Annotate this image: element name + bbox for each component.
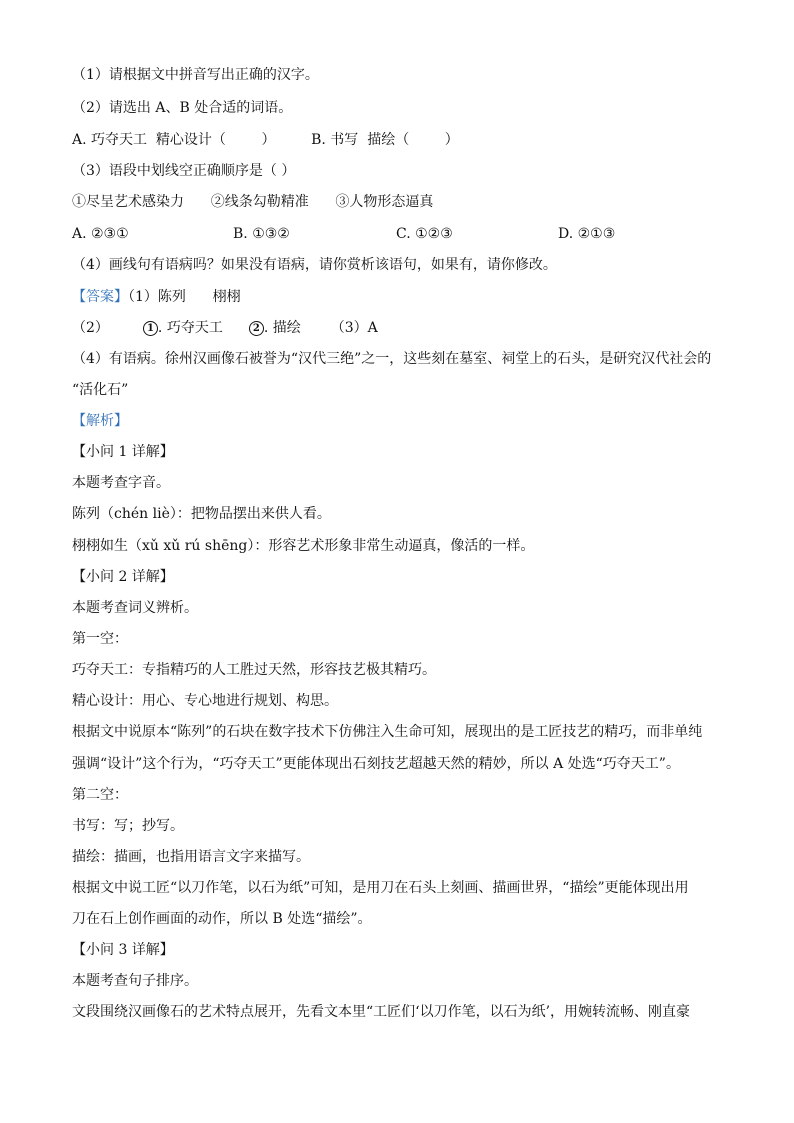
answer-4-line-1: （4）有语病。徐州汉画像石被誉为“汉代三绝”之一，这些刻在墓室、祠堂上的石头，是研究汉代社会的 bbox=[72, 351, 712, 367]
answer-line-2 bbox=[72, 319, 734, 337]
analysis-line: 文段围绕汉画像石的艺术特点展开，先看文本里“工匠们‘以刀作笔，以石为纸’，用婉转流畅、刚直豪 bbox=[72, 1004, 691, 1020]
analysis-line: 【小问 1 详解】 bbox=[72, 444, 174, 460]
analysis-line: 第二空： bbox=[72, 787, 128, 803]
circled-number-2: 2 bbox=[249, 321, 264, 336]
question-3-items: ①尽呈艺术感染力 ②线条勾勒精准 ③人物形态逼真 bbox=[72, 194, 434, 210]
analysis-line: 陈列（chén liè）：把物品摆出来供人看。 bbox=[72, 506, 331, 522]
choice-c: C. ①②③ bbox=[396, 226, 453, 242]
analysis-line: 根据文中说工匠“以刀作笔，以石为纸”可知，是用刀在石头上刻画、描画世界，“描绘”更能体现出用 bbox=[72, 880, 689, 896]
question-4: （4）画线句有语病吗？如果没有语病，请你赏析该语句，如果有，请你修改。 bbox=[72, 257, 557, 273]
analysis-line: 【小问 2 详解】 bbox=[72, 569, 174, 585]
analysis-line: 刀在石上创作画面的动作，所以 B 处选“描绘”。 bbox=[72, 911, 372, 927]
choice-b: B. ①③② bbox=[233, 226, 290, 242]
analysis-line: 精心设计：用心、专心地进行规划、构思。 bbox=[72, 693, 338, 709]
answer-2-item-1: . 巧夺天工 bbox=[157, 320, 223, 336]
circled-number-1: 1 bbox=[143, 321, 158, 336]
answer-1: （1）陈列 栩栩 bbox=[128, 289, 241, 305]
analysis-line: 根据文中说原本“陈列”的石块在数字技术下仿佛注入生命可知，展现出的是工匠技艺的精巧，而非单纯 bbox=[72, 724, 703, 740]
answer-line-1 bbox=[72, 288, 734, 306]
analysis-line: 书写：写；抄写。 bbox=[72, 818, 184, 834]
answer-3: （3）A bbox=[330, 320, 378, 336]
analysis-line: 本题考查句子排序。 bbox=[72, 973, 198, 989]
analysis-line: 本题考查词义辨析。 bbox=[72, 600, 198, 616]
analysis-line: 第一空： bbox=[72, 631, 128, 647]
analysis-line: 描绘：描画，也指用语言文字来描写。 bbox=[72, 849, 310, 865]
analysis-line: 强调“设计”这个行为，“巧夺天工”更能体现出石刻技艺超越天然的精妙，所以 A 处选“巧夺天工”。 bbox=[72, 756, 680, 772]
analysis-line: 栩栩如生（xǔ xǔ rú shēng）：形容艺术形象非常生动逼真，像活的一样。 bbox=[72, 538, 535, 554]
analysis-line: 巧夺天工：专指精巧的人工胜过天然，形容技艺极其精巧。 bbox=[72, 662, 436, 678]
question-2-options: A. 巧夺天工 精心设计（ ） B. 书写 描绘（ ） bbox=[72, 132, 459, 148]
question-1: （1）请根据文中拼音写出正确的汉字。 bbox=[72, 67, 319, 83]
analysis-line: 【小问 3 详解】 bbox=[72, 942, 174, 958]
question-2: （2）请选出 A、B 处合适的词语。 bbox=[72, 100, 293, 116]
choice-a: A. ②③① bbox=[72, 226, 129, 242]
question-3: （3）语段中划线空正确顺序是（ ） bbox=[72, 163, 296, 179]
answer-4-line-2: “活化石” bbox=[72, 382, 129, 398]
analysis-label: 【解析】 bbox=[72, 413, 128, 429]
analysis-line: 本题考查字音。 bbox=[72, 475, 170, 491]
answer-label: 【答案】 bbox=[72, 289, 128, 305]
choice-d: D. ②①③ bbox=[558, 226, 616, 242]
answer-2-item-2: . 描绘 bbox=[263, 320, 301, 336]
answer-2-prefix: （2） bbox=[72, 320, 109, 336]
